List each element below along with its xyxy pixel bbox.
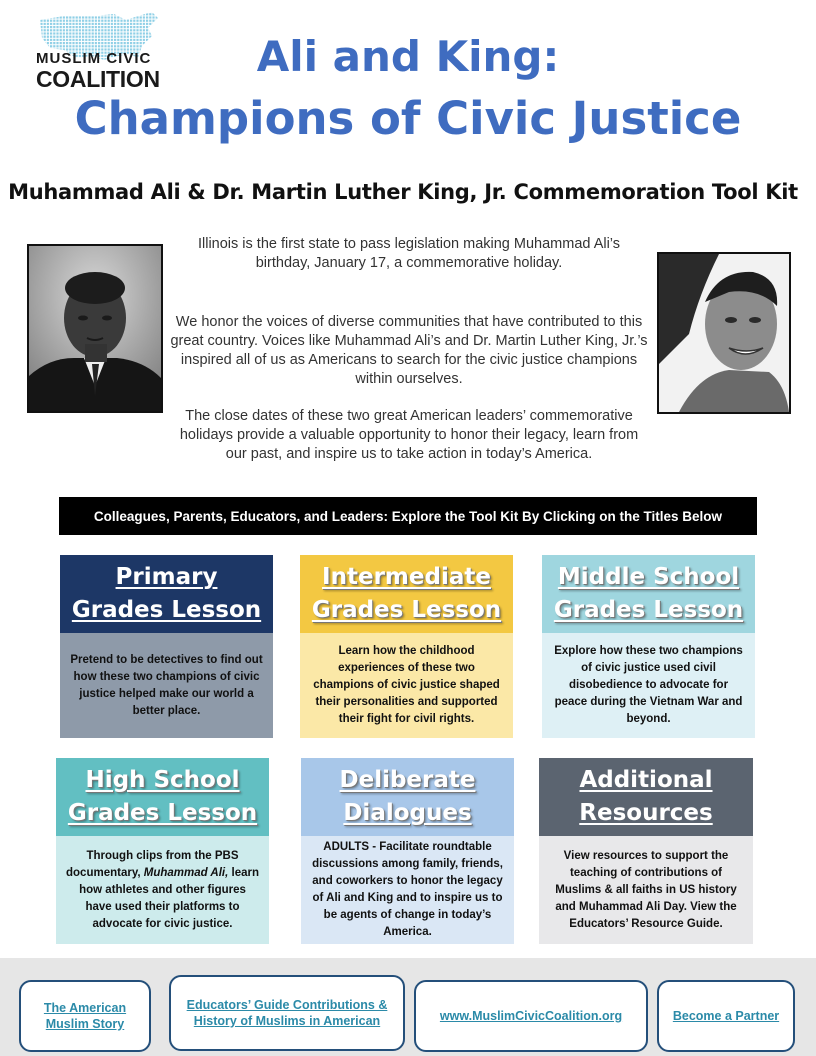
card-description: Learn how the childhood experiences of these two champions of civic justice shaped their personalities and supported their fight for civil rights. bbox=[300, 633, 513, 738]
deliberate-dialogues-link-line1[interactable]: Deliberate bbox=[339, 767, 476, 793]
intermediate-grades-lesson-link-line2[interactable]: Grades Lesson bbox=[311, 597, 502, 623]
card-description bbox=[56, 836, 269, 944]
card-header bbox=[300, 555, 513, 633]
card-middle-school bbox=[542, 555, 755, 738]
logo-text-bottom: COALITION bbox=[36, 66, 160, 92]
middle-school-lesson-link-line2[interactable]: Grades Lesson bbox=[553, 597, 744, 623]
high-school-lesson-link-line1[interactable]: High School bbox=[85, 767, 240, 793]
card-description-text bbox=[66, 848, 259, 933]
card-description: Pretend to be detectives to find out how these two champions of civic justice helped make our world a better place. bbox=[60, 633, 273, 738]
portrait-photo-right bbox=[657, 252, 791, 414]
portrait-left-image bbox=[29, 246, 161, 411]
portrait-right-image bbox=[659, 254, 789, 412]
card-additional-resources bbox=[539, 758, 753, 944]
documentary-title: Muhammad Ali, bbox=[143, 866, 229, 879]
card-header bbox=[60, 555, 273, 633]
instruction-banner: Colleagues, Parents, Educators, and Leaders: Explore the Tool Kit By Clicking on the Titles Below bbox=[59, 497, 757, 535]
deliberate-dialogues-link-line2[interactable]: Dialogues bbox=[343, 800, 472, 826]
footer-bar bbox=[0, 958, 816, 1056]
intro-paragraph-2: We honor the voices of diverse communities that have contributed to this great country. Voices like Muhammad Ali’s and Dr. Martin Luther King, Jr.’s inspired all of us as Americans to search for the civic justice champions within ourselves. bbox=[170, 314, 648, 387]
card-intermediate-grades bbox=[300, 555, 513, 738]
portrait-photo-left bbox=[27, 244, 163, 413]
page-title-line2: Champions of Civic Justice bbox=[74, 92, 742, 145]
website-link[interactable]: www.MuslimCivicCoalition.org bbox=[414, 980, 648, 1052]
card-primary-grades bbox=[60, 555, 273, 738]
page-title-line1: Ali and King: bbox=[256, 32, 560, 81]
card-header bbox=[542, 555, 755, 633]
page-subtitle: Muhammad Ali & Dr. Martin Luther King, Jr. Commemoration Tool Kit bbox=[8, 180, 798, 204]
additional-resources-link-line1[interactable]: Additional bbox=[579, 767, 713, 793]
middle-school-lesson-link-line1[interactable]: Middle School bbox=[557, 564, 740, 590]
intro-paragraph-3: The close dates of these two great American leaders’ commemorative holidays provide a valuable opportunity to honor their legacy, learn from our past, and inspire us to take action in today’s America. bbox=[179, 408, 639, 462]
high-school-lesson-link-line2[interactable]: Grades Lesson bbox=[67, 800, 258, 826]
card-header bbox=[301, 758, 514, 836]
card-high-school bbox=[56, 758, 269, 944]
primary-grades-lesson-link-line1[interactable]: Primary bbox=[115, 564, 218, 590]
card-description: View resources to support the teaching of contributions of Muslims & all faiths in US history and Muhammad Ali Day. View the Educators’ Resource Guide. bbox=[539, 836, 753, 944]
primary-grades-lesson-link-line2[interactable]: Grades Lesson bbox=[71, 597, 262, 623]
american-muslim-story-link[interactable]: The American Muslim Story bbox=[19, 980, 151, 1052]
become-partner-link[interactable]: Become a Partner bbox=[657, 980, 795, 1052]
card-description: ADULTS - Facilitate roundtable discussions among family, friends, and coworkers to honor the legacy of Ali and King and to inspire us to be agents of change in today’s America. bbox=[301, 836, 514, 944]
intro-paragraph-1: Illinois is the first state to pass legislation making Muhammad Ali’s birthday, January 17, a commemorative holiday. bbox=[197, 236, 621, 271]
card-deliberate-dialogues bbox=[301, 758, 514, 944]
card-header bbox=[56, 758, 269, 836]
intermediate-grades-lesson-link-line1[interactable]: Intermediate bbox=[322, 564, 491, 590]
description-part: learn how athletes and other figures have used their platforms to advocate for civic justice. bbox=[79, 866, 259, 930]
card-header bbox=[539, 758, 753, 836]
additional-resources-link-line2[interactable]: Resources bbox=[579, 800, 713, 826]
card-description: Explore how these two champions of civic justice used civil disobedience to advocate for peace during the Vietnam War and beyond. bbox=[542, 633, 755, 738]
logo-text-top: MUSLIM CIVIC bbox=[36, 50, 152, 67]
educators-guide-link[interactable]: Educators’ Guide Contributions & History of Muslims in American bbox=[169, 975, 405, 1051]
description-part: Through clips from the PBS documentary, bbox=[66, 849, 239, 879]
